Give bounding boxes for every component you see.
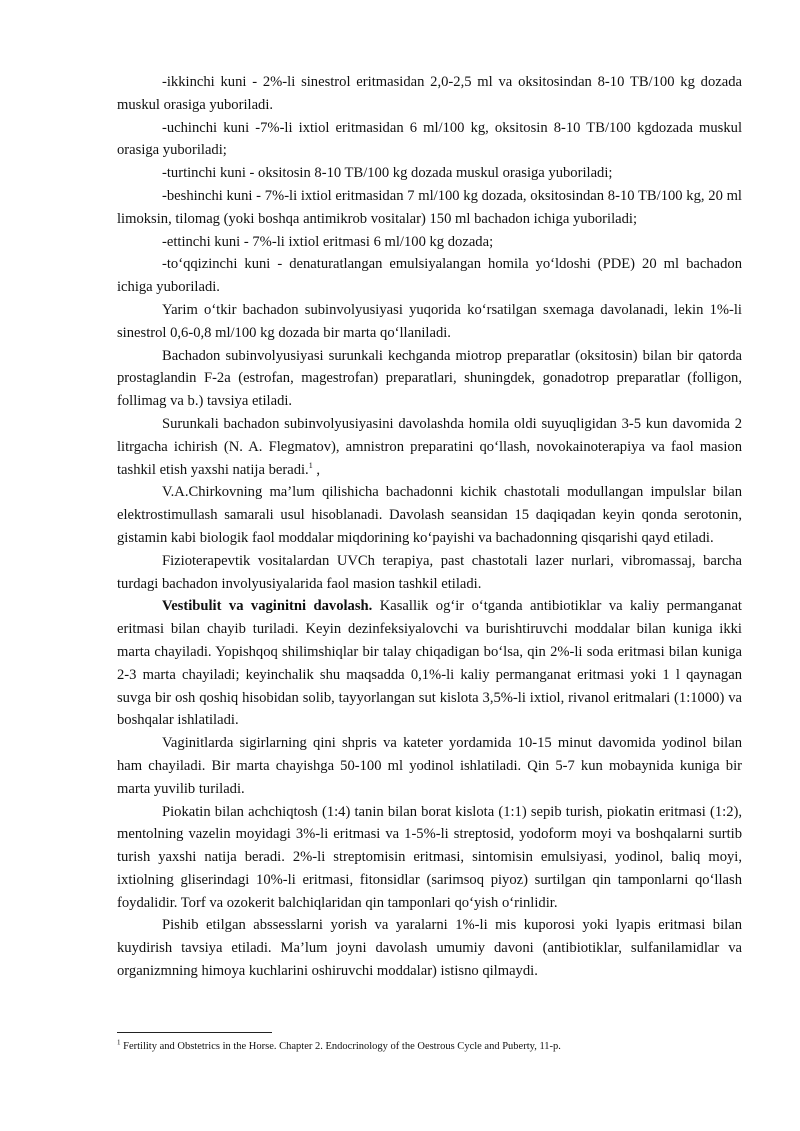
paragraph-chirkov: V.A.Chirkovning ma’lum qilishicha bachadonni kichik chastotali modullangan impulslar bilan elektrostimullash samarali usul hisoblanadi. Davolash seansidan 15 daqiqadan keyin qonda serotonin, gistamin kabi biologik faol moddalar miqdorining ko‘payishi va bachadonning qisqarishi qayd etiladi. [117, 484, 742, 546]
document-body [117, 71, 742, 983]
paragraph-day5: -beshinchi kuni - 7%-li ixtiol eritmasidan 7 ml/100 kg dozada, oksitosindan 8-10 TB/100 kg, 20 ml limoksin, tilomag (yoki boshqa antimikrob vositalar) 150 ml bachadon ichiga yuboriladi; [117, 187, 742, 227]
paragraph-day3: -uchinchi kuni -7%-li ixtiol eritmasidan 6 ml/100 kg, oksitosin 8-10 TB/100 kgdozada muskul orasiga yuboriladi; [117, 119, 742, 159]
paragraph-day4: -turtinchi kuni - oksitosin 8-10 TB/100 kg dozada muskul orasiga yuboriladi; [162, 165, 613, 182]
paragraph-vestibulit-text: Kasallik og‘ir o‘tganda antibiotiklar va kaliy permanganat eritmasi bilan chayib turiladi. Keyin dezinfeksiyalovchi va burishtiruvchi moddalar bilan kuniga ikki marta chayiladi. Yopishqoq shilimshiqlar bir talay chiqadigan bo‘lsa, qin 2%-li soda eritmasi bilan kuniga 2-3 marta chayiladi; keyinchalik shu maqsadda 0,1%-li kaliy permanganat eritmasi yoki 1 l qaynagan suvga bir osh qoshiq hisobidan solib, tayyorlangan sut kislota 3,5%-li ixtiol, rivanol eritmalari (1:1000) va boshqalar ishlatiladi. [117, 598, 742, 729]
footnote-divider [117, 1032, 272, 1033]
footnote-reference[interactable]: 1 [308, 460, 313, 470]
paragraph-day7: -ettinchi kuni - 7%-li ixtiol eritmasi 6 ml/100 kg dozada; [162, 233, 494, 250]
paragraph-day9: -to‘qqizinchi kuni - denaturatlangan emulsiyalangan homila yo‘ldoshi (PDE) 20 ml bachadon ichiga yuboriladi. [117, 256, 742, 296]
footnote [117, 1040, 742, 1054]
paragraph-day2: -ikkinchi kuni - 2%-li sinestrol eritmasidan 2,0-2,5 ml va oksitosindan 8-10 TB/100 kg dozada muskul orasiga yuboriladi. [117, 74, 742, 113]
footnote-marker: 1 [117, 1038, 121, 1047]
section-heading: Vestibulit va vaginitni davolash. [162, 598, 373, 615]
paragraph-flegmatov-tail: , [312, 461, 320, 478]
paragraph-subacute: Yarim o‘tkir bachadon subinvolyusiyasi yuqorida ko‘rsatilgan sxemaga davolanadi, lekin 1%-li sinestrol 0,6-0,8 ml/100 kg dozada bir marta qo‘llaniladi. [117, 301, 742, 341]
footnote-text: Fertility and Obstetrics in the Horse. Chapter 2. Endocrinology of the Oestrous Cycle and Puberty, 11-p. [120, 1041, 561, 1052]
paragraph-piokatin: Piokatin bilan achchiqtosh (1:4) tanin bilan borat kislota (1:1) sepib turish, piokatin eritmasi (1:2), mentolning vazelin moyidagi 3%-li eritmasi va 1-5%-li streptosid, yodoform moyi va boshqalarni surtib turish yaxshi natija beradi. 2%-li streptomisin eritmasi, sintomisin emulsiyasi, yodinol, baliq moyi, ixtiolning gliserindagi 10%-li eritmasi, fitonsidlar (sarimsoq piyoz) surtilgan qin tamponlarni qo‘llash foydalidir. Torf va ozokerit balchiqlaridan qin tamponlari qo‘yish o‘rinlidir. [117, 803, 742, 911]
paragraph-flegmatov-text: Surunkali bachadon subinvolyusiyasini davolashda homila oldi suyuqligidan 3-5 kun davomida 2 litrgacha ichirish (N. A. Flegmatov), amnistron preparatini qo‘llash, novokainoterapiya va faol masion tashkil etish yaxshi natija beradi. [117, 415, 742, 478]
paragraph-physio: Fizioterapevtik vositalardan UVCh terapiya, past chastotali lazer nurlari, vibromassaj, barcha turdagi bachadon involyusiyalarida faol masion tashkil etiladi. [117, 552, 742, 592]
paragraph-vestibulit [117, 595, 742, 732]
paragraph-vaginit: Vaginitlarda sigirlarning qini shpris va kateter yordamida 10-15 minut davomida yodinol bilan ham chayiladi. Bir marta chayishga 50-100 ml yodinol ishlatiladi. Qin 5-7 kun mobaynida kuniga bir marta yuvilib turiladi. [117, 735, 742, 797]
paragraph-chronic: Bachadon subinvolyusiyasi surunkali kechganda miotrop preparatlar (oksitosin) bilan bir qatorda prostaglandin F-2a (estrofan, magestrofan) preparatlari, shuningdek, gonadotrop preparatlar (folligon, follimag va b.) tavsiya etiladi. [117, 347, 742, 410]
paragraph-abscess: Pishib etilgan abssesslarni yorish va yaralarni 1%-li mis kuporosi yoki lyapis eritmasi bilan kuydirish tavsiya etiladi. Ma’lum joyni davolash umumiy davoni (antibiotiklar, sulfanilamidlar va organizmning himoya kuchlarini oshiruvchi moddalar) istisno qilmaydi. [117, 917, 742, 980]
paragraph-flegmatov [117, 413, 742, 481]
